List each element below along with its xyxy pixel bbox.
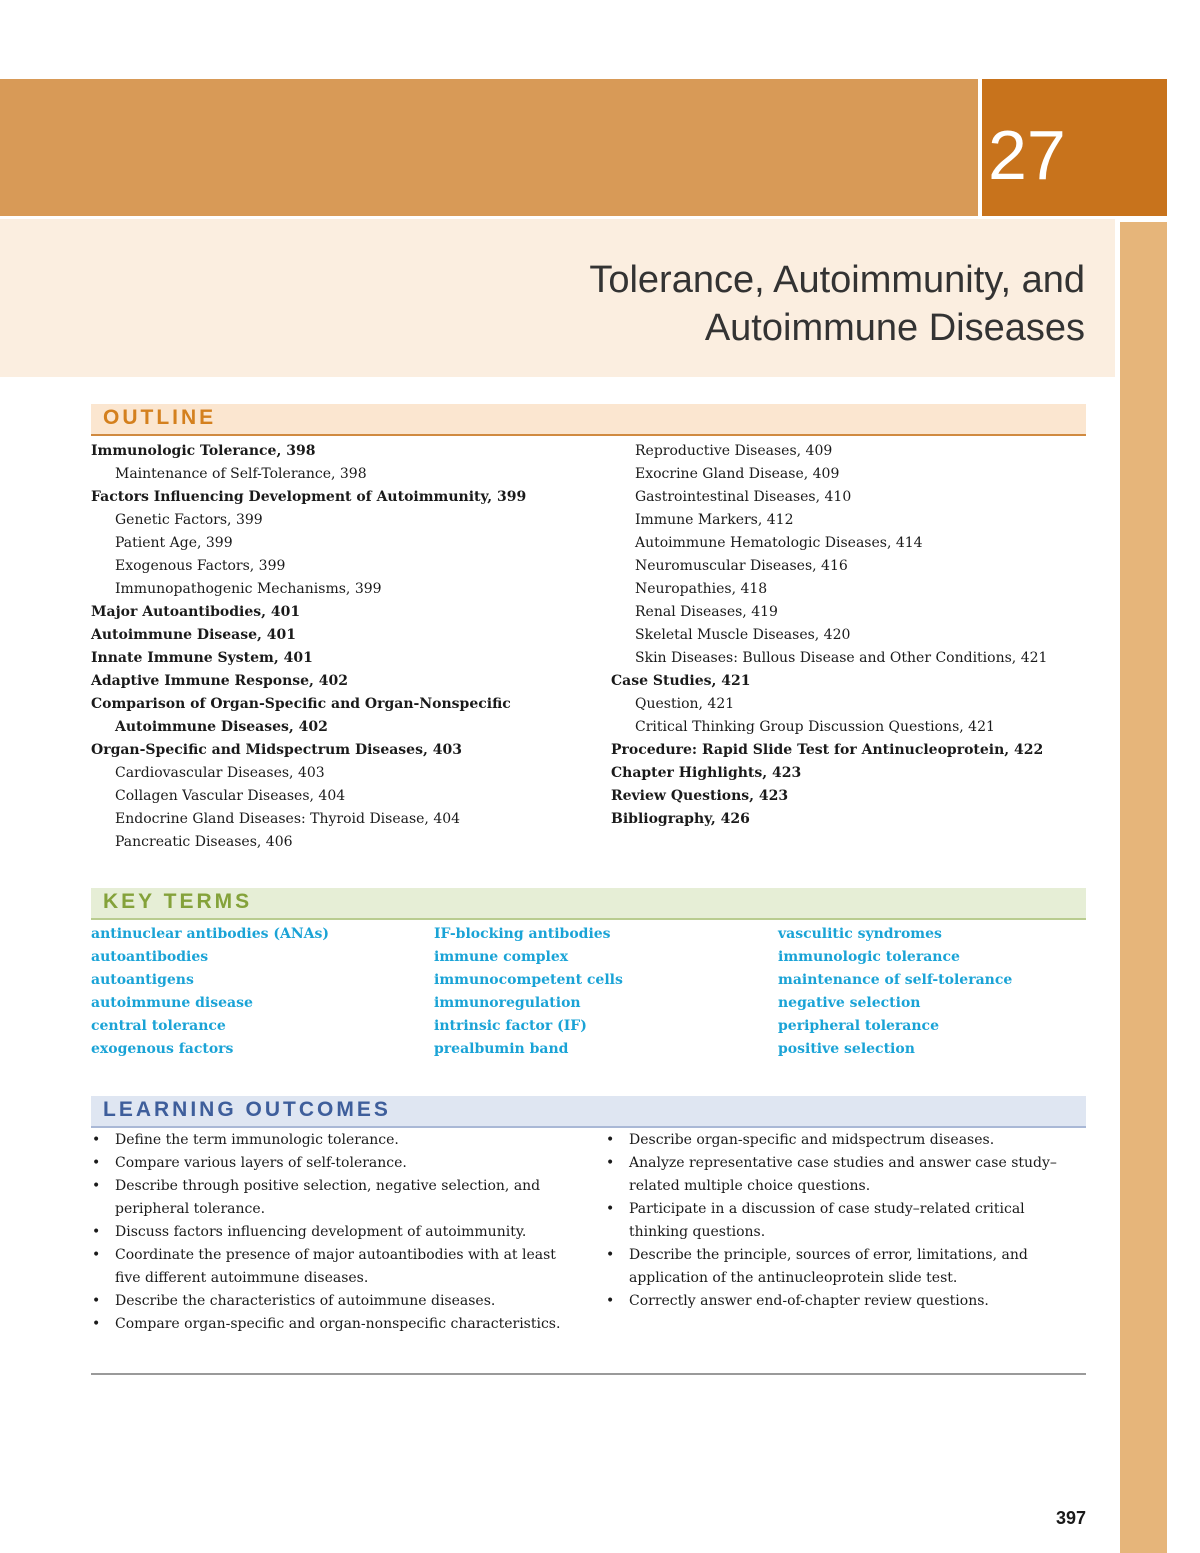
outline-heading: OUTLINE xyxy=(103,406,217,429)
key-terms-column-1 xyxy=(91,923,421,1061)
outline-entry: Gastrointestinal Diseases, 410 xyxy=(635,489,852,505)
key-term: intrinsic factor (IF) xyxy=(434,1018,587,1034)
learning-outcome-item: • Correctly answer end-of-chapter review questions. xyxy=(605,1290,1070,1313)
outline-header xyxy=(91,404,1086,436)
key-term: negative selection xyxy=(778,995,921,1011)
key-term: prealbumin band xyxy=(434,1041,569,1057)
outline-entry: Autoimmune Diseases, 402 xyxy=(115,719,328,735)
outline-entry: Patient Age, 399 xyxy=(115,535,233,551)
learning-outcome-item: • Describe through positive selection, negative selection, and peripheral tolerance. xyxy=(91,1175,566,1221)
key-term: immune complex xyxy=(434,949,569,965)
outline-entry: Review Questions, 423 xyxy=(611,788,789,804)
key-terms-heading: KEY TERMS xyxy=(103,890,253,913)
outline-entry: Procedure: Rapid Slide Test for Antinucleoprotein, 422 xyxy=(611,742,1044,758)
outline-entry: Case Studies, 421 xyxy=(611,673,751,689)
outline-entry: Exocrine Gland Disease, 409 xyxy=(635,466,840,482)
chapter-title xyxy=(589,256,1085,352)
outline-entry: Comparison of Organ-Specific and Organ-Nonspecific xyxy=(91,696,511,712)
learning-outcome-item: • Participate in a discussion of case study–related critical thinking questions. xyxy=(605,1198,1070,1244)
outline-entry: Major Autoantibodies, 401 xyxy=(91,604,301,620)
outline-entry: Autoimmune Hematologic Diseases, 414 xyxy=(635,535,923,551)
page-number: 397 xyxy=(1055,1508,1086,1528)
key-term: immunocompetent cells xyxy=(434,972,623,988)
outline-entry: Maintenance of Self-Tolerance, 398 xyxy=(115,466,367,482)
learning-outcome-item: • Define the term immunologic tolerance. xyxy=(91,1129,566,1152)
learning-outcome-item: • Coordinate the presence of major autoantibodies with at least five different autoimmune diseases. xyxy=(91,1244,566,1290)
chapter-header-band xyxy=(0,79,978,216)
key-terms-column-3 xyxy=(778,923,1098,1061)
key-term: autoantigens xyxy=(91,972,194,988)
key-term: antinuclear antibodies (ANAs) xyxy=(91,926,330,942)
learning-outcome-item: • Describe the characteristics of autoimmune diseases. xyxy=(91,1290,566,1313)
key-terms-column-2 xyxy=(434,923,764,1061)
learning-outcome-item: • Describe the principle, sources of error, limitations, and application of the antinucleoprotein slide test. xyxy=(605,1244,1070,1290)
outline-entry: Genetic Factors, 399 xyxy=(115,512,263,528)
key-term: peripheral tolerance xyxy=(778,1018,939,1034)
key-term: central tolerance xyxy=(91,1018,226,1034)
outline-entry: Immunopathogenic Mechanisms, 399 xyxy=(115,581,382,597)
outline-entry: Factors Influencing Development of Autoimmunity, 399 xyxy=(91,489,527,505)
outline-right-column xyxy=(611,440,1091,831)
key-term: exogenous factors xyxy=(91,1041,234,1057)
outline-entry: Innate Immune System, 401 xyxy=(91,650,313,666)
learning-outcomes-header xyxy=(91,1096,1086,1128)
outline-entry: Skeletal Muscle Diseases, 420 xyxy=(635,627,851,643)
learning-outcomes-heading: LEARNING OUTCOMES xyxy=(103,1098,391,1121)
key-terms-header xyxy=(91,888,1086,920)
chapter-number: 27 xyxy=(988,116,1066,194)
key-term: immunologic tolerance xyxy=(778,949,960,965)
learning-outcome-item: • Describe organ-specific and midspectrum diseases. xyxy=(605,1129,1070,1152)
outline-entry: Question, 421 xyxy=(635,696,735,712)
key-term: vasculitic syndromes xyxy=(778,926,942,942)
outline-entry: Collagen Vascular Diseases, 404 xyxy=(115,788,346,804)
key-term: IF-blocking antibodies xyxy=(434,926,611,942)
outline-left-column xyxy=(91,440,601,854)
key-term: maintenance of self-tolerance xyxy=(778,972,1013,988)
outline-entry: Organ-Specific and Midspectrum Diseases, 403 xyxy=(91,742,462,758)
outline-entry: Immune Markers, 412 xyxy=(635,512,794,528)
learning-outcomes-left-column xyxy=(91,1129,566,1336)
outline-entry: Skin Diseases: Bullous Disease and Other Conditions, 421 xyxy=(635,650,1048,666)
learning-outcome-item: • Discuss factors influencing development of autoimmunity. xyxy=(91,1221,566,1244)
outline-entry: Endocrine Gland Diseases: Thyroid Disease, 404 xyxy=(115,811,461,827)
key-term: immunoregulation xyxy=(434,995,581,1011)
outline-entry: Adaptive Immune Response, 402 xyxy=(91,673,349,689)
outline-entry: Neuromuscular Diseases, 416 xyxy=(635,558,848,574)
outline-entry: Pancreatic Diseases, 406 xyxy=(115,834,293,850)
learning-outcome-item: • Compare various layers of self-tolerance. xyxy=(91,1152,566,1175)
learning-outcomes-right-column xyxy=(605,1129,1070,1313)
outline-entry: Neuropathies, 418 xyxy=(635,581,768,597)
outline-entry: Renal Diseases, 419 xyxy=(635,604,778,620)
outline-entry: Exogenous Factors, 399 xyxy=(115,558,286,574)
section-divider xyxy=(91,1373,1086,1375)
outline-entry: Critical Thinking Group Discussion Questions, 421 xyxy=(635,719,995,735)
outline-entry: Immunologic Tolerance, 398 xyxy=(91,443,316,459)
key-term: autoimmune disease xyxy=(91,995,253,1011)
key-term: positive selection xyxy=(778,1041,915,1057)
key-term: autoantibodies xyxy=(91,949,209,965)
chapter-title-line-2: Autoimmune Diseases xyxy=(704,307,1085,349)
outline-entry: Reproductive Diseases, 409 xyxy=(635,443,833,459)
outline-entry: Autoimmune Disease, 401 xyxy=(91,627,297,643)
outline-entry: Chapter Highlights, 423 xyxy=(611,765,802,781)
outline-entry: Cardiovascular Diseases, 403 xyxy=(115,765,325,781)
side-tab xyxy=(1120,222,1167,1553)
outline-entry: Bibliography, 426 xyxy=(611,811,750,827)
chapter-title-line-1: Tolerance, Autoimmunity, and xyxy=(589,259,1085,301)
learning-outcome-item: • Analyze representative case studies and answer case study–related multiple choice questions. xyxy=(605,1152,1070,1198)
learning-outcome-item: • Compare organ-specific and organ-nonspecific characteristics. xyxy=(91,1313,566,1336)
